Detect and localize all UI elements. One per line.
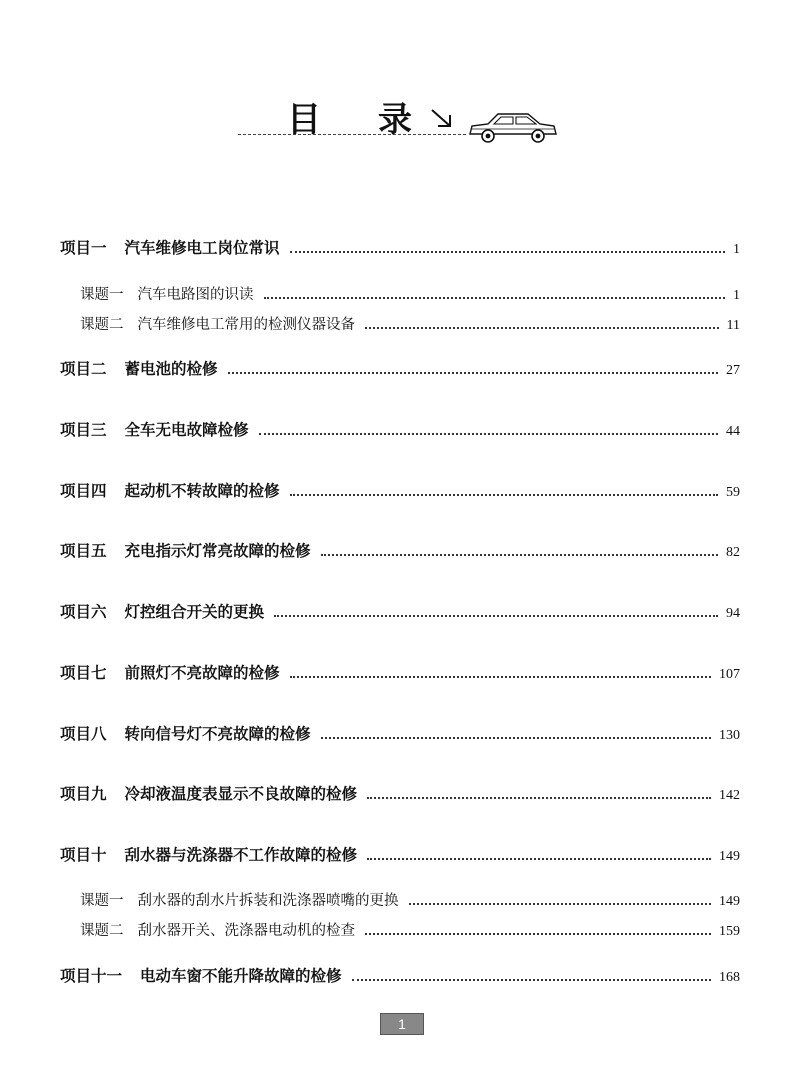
toc-entry-topic-10-2[interactable] bbox=[80, 918, 740, 940]
toc-leader-dots bbox=[290, 675, 711, 678]
toc-entry-title: 蓄电池的检修 bbox=[124, 359, 218, 378]
toc-entry-topic-1-1[interactable] bbox=[80, 282, 740, 304]
toc-leader-dots bbox=[259, 432, 718, 435]
toc-entry-number: 项目十 bbox=[60, 845, 107, 864]
toc-entry-title: 充电指示灯常亮故障的检修 bbox=[124, 541, 311, 560]
toc-entry-number: 课题一 bbox=[80, 893, 124, 909]
toc-entry-title: 全车无电故障检修 bbox=[124, 420, 249, 439]
page-title-char-1: 目 bbox=[287, 100, 321, 140]
toc-entry-page: 27 bbox=[726, 363, 740, 378]
toc-entry-page: 82 bbox=[726, 545, 740, 560]
toc-entry-topic-1-2[interactable] bbox=[80, 312, 740, 334]
title-dashed-rule bbox=[238, 134, 466, 135]
toc-leader-dots bbox=[290, 250, 725, 253]
toc-entry-number: 项目四 bbox=[60, 481, 107, 500]
toc-entry-title: 刮水器的刮水片拆装和洗涤器喷嘴的更换 bbox=[137, 893, 399, 909]
toc-entry-number: 课题一 bbox=[80, 287, 124, 303]
toc-entry-number: 项目九 bbox=[60, 784, 107, 803]
toc-entry-page: 168 bbox=[719, 970, 740, 985]
toc-entry-title: 刮水器开关、洗涤器电动机的检查 bbox=[137, 923, 355, 939]
toc-entry-title: 冷却液温度表显示不良故障的检修 bbox=[124, 784, 358, 803]
toc-entry-number: 项目二 bbox=[60, 359, 107, 378]
toc-entry-page: 142 bbox=[719, 788, 740, 803]
toc-leader-dots bbox=[290, 493, 718, 496]
toc-entry-project-4[interactable] bbox=[60, 479, 740, 501]
toc-entry-title: 刮水器与洗涤器不工作故障的检修 bbox=[124, 845, 358, 864]
toc-entry-project-3[interactable] bbox=[60, 418, 740, 440]
toc-entry-number: 项目一 bbox=[60, 238, 107, 257]
toc-entry-number: 项目十一 bbox=[60, 966, 123, 985]
toc-entry-page: 1 bbox=[733, 242, 740, 257]
toc-entry-project-10[interactable] bbox=[60, 843, 740, 865]
toc-entry-page: 44 bbox=[726, 424, 740, 439]
toc-entry-project-11[interactable] bbox=[60, 964, 740, 986]
toc-entry-project-9[interactable] bbox=[60, 782, 740, 804]
toc-entry-project-7[interactable] bbox=[60, 661, 740, 683]
toc-leader-dots bbox=[274, 614, 718, 617]
toc-entry-title: 灯控组合开关的更换 bbox=[124, 602, 265, 621]
toc-entry-project-8[interactable] bbox=[60, 722, 740, 744]
toc-entry-project-2[interactable] bbox=[60, 357, 740, 379]
toc-entry-project-5[interactable] bbox=[60, 539, 740, 561]
toc-entry-title: 前照灯不亮故障的检修 bbox=[124, 663, 280, 682]
toc-entry-number: 项目三 bbox=[60, 420, 107, 439]
toc-entry-title: 汽车维修电工岗位常识 bbox=[124, 238, 280, 257]
toc-entry-number: 项目六 bbox=[60, 602, 107, 621]
toc-leader-dots bbox=[352, 978, 711, 981]
toc-entry-number: 课题二 bbox=[80, 923, 124, 939]
toc-entry-title: 转向信号灯不亮故障的检修 bbox=[124, 724, 311, 743]
toc-entry-project-1[interactable] bbox=[60, 236, 740, 258]
toc-leader-dots bbox=[264, 296, 726, 299]
arrow-down-right-icon bbox=[430, 108, 456, 130]
toc-entry-title: 电动车窗不能升降故障的检修 bbox=[140, 966, 342, 985]
toc-leader-dots bbox=[409, 902, 712, 905]
car-icon bbox=[466, 108, 560, 148]
page-number-badge: 1 bbox=[380, 1013, 424, 1035]
toc-entry-page: 1 bbox=[733, 288, 740, 303]
toc-entry-title: 起动机不转故障的检修 bbox=[124, 481, 280, 500]
toc-entry-topic-10-1[interactable] bbox=[80, 888, 740, 910]
toc-entry-page: 94 bbox=[726, 606, 740, 621]
toc-entry-project-6[interactable] bbox=[60, 600, 740, 622]
toc-leader-dots bbox=[321, 553, 718, 556]
toc-leader-dots bbox=[365, 326, 719, 329]
toc-leader-dots bbox=[228, 371, 718, 374]
toc-entry-page: 11 bbox=[726, 318, 740, 333]
toc-leader-dots bbox=[367, 857, 711, 860]
toc-entry-page: 149 bbox=[719, 894, 740, 909]
toc-leader-dots bbox=[367, 796, 711, 799]
toc-entry-title: 汽车电路图的识读 bbox=[137, 287, 254, 303]
toc-entry-number: 项目七 bbox=[60, 663, 107, 682]
toc-entry-title: 汽车维修电工常用的检测仪器设备 bbox=[137, 317, 355, 333]
toc-entry-number: 课题二 bbox=[80, 317, 124, 333]
toc-entry-page: 107 bbox=[719, 667, 740, 682]
toc-header bbox=[0, 0, 790, 170]
toc-entry-page: 130 bbox=[719, 728, 740, 743]
toc-leader-dots bbox=[365, 932, 711, 935]
toc-entry-number: 项目八 bbox=[60, 724, 107, 743]
toc-entry-page: 59 bbox=[726, 485, 740, 500]
toc-leader-dots bbox=[321, 736, 711, 739]
toc-entry-number: 项目五 bbox=[60, 541, 107, 560]
toc-entry-page: 159 bbox=[719, 924, 740, 939]
toc-entry-page: 149 bbox=[719, 849, 740, 864]
page-title-char-2: 录 bbox=[378, 100, 412, 140]
